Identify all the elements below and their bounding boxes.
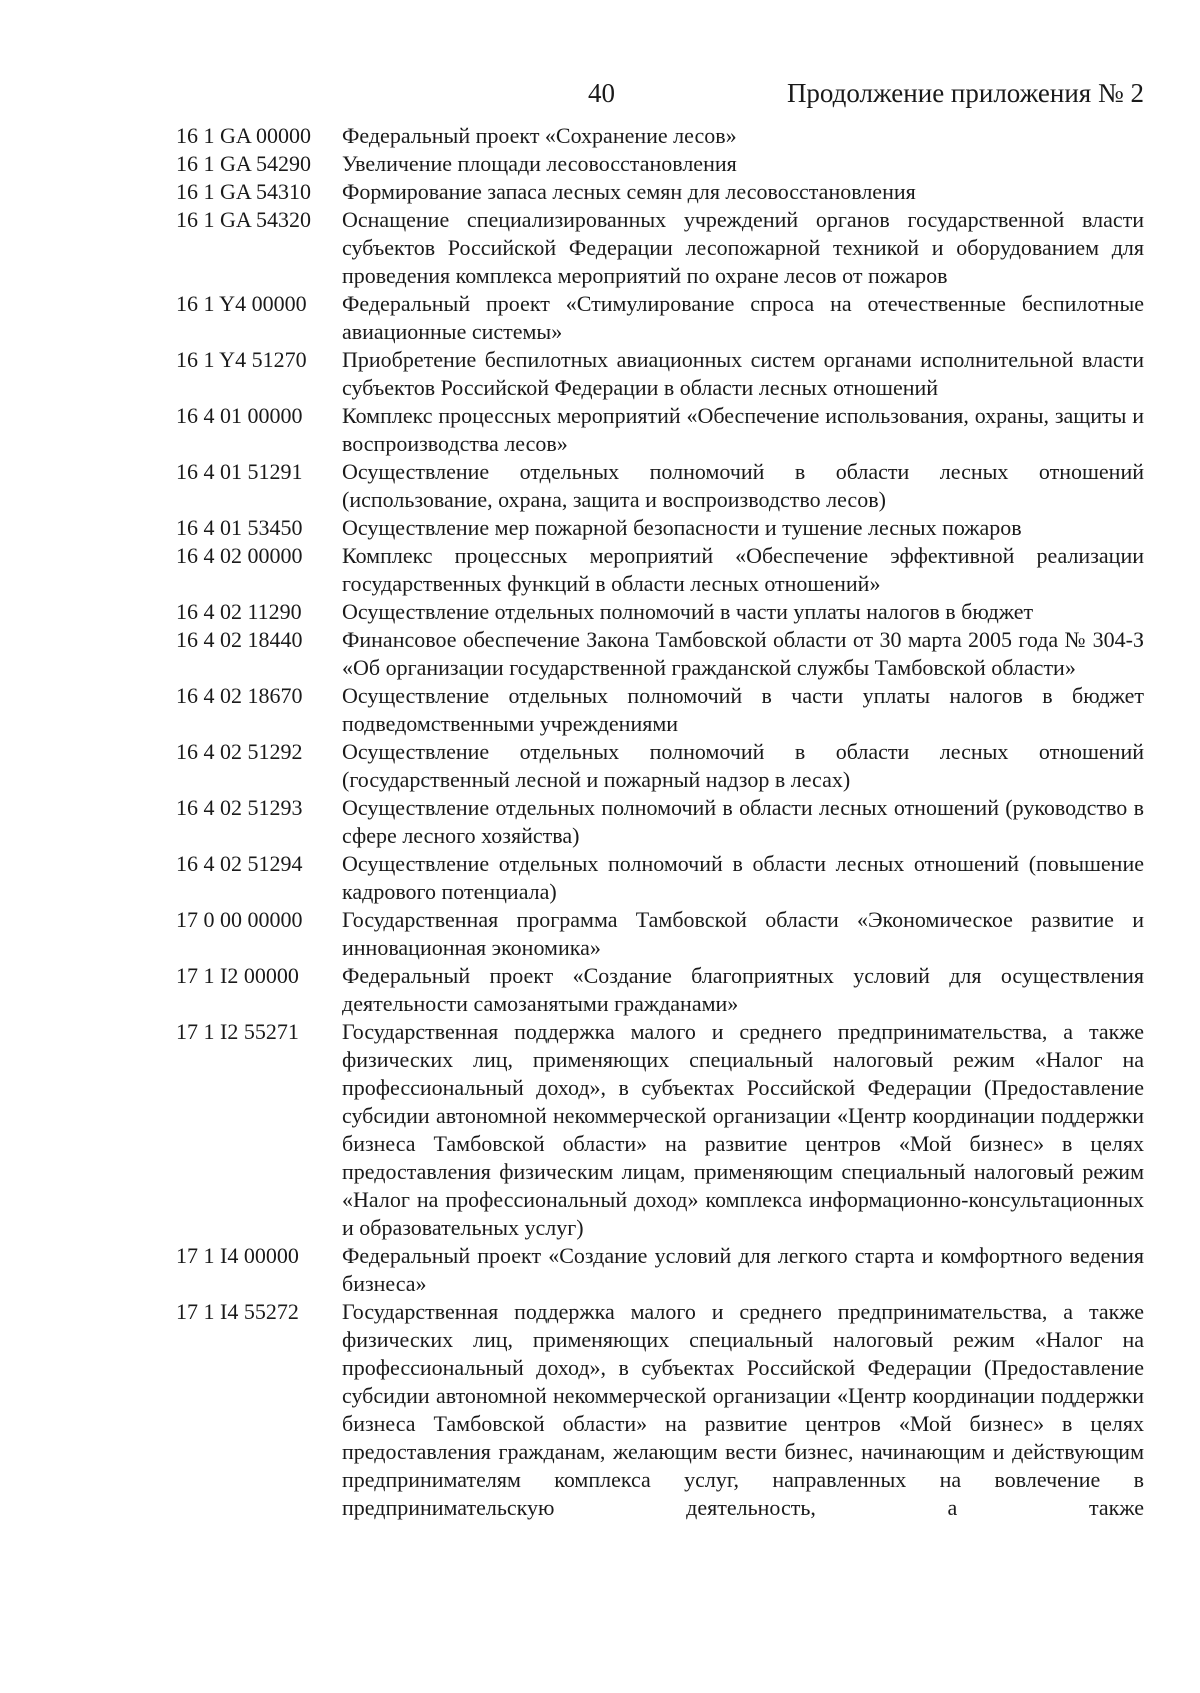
- table-row: [176, 206, 1144, 290]
- table-row: [176, 542, 1144, 598]
- row-code: 16 1 GA 00000: [176, 123, 312, 148]
- row-description: Государственная поддержка малого и среднего предпринимательства, а также физических лиц, применяющих специальный налоговый режим «Налог на профессиональный доход», в субъектах Российской Федерации (Предоставление субсидии автономной некоммерческой организации «Центр координации поддержки бизнеса Тамбовской области» на развитие центров «Мой бизнес» в целях предоставления физическим лицам, применяющим специальный налоговый режим «Налог на профессиональный доход» комплекса информационно-консультационных и образовательных услуг): [342, 1019, 1144, 1240]
- row-description: Федеральный проект «Стимулирование спроса на отечественные беспилотные авиационные системы»: [342, 291, 1144, 344]
- row-description: Осуществление отдельных полномочий в области лесных отношений (повышение кадрового потенциала): [342, 851, 1144, 904]
- table-row: [176, 906, 1144, 962]
- row-description: Федеральный проект «Сохранение лесов»: [342, 123, 737, 148]
- row-description: Государственная поддержка малого и среднего предпринимательства, а также физических лиц, применяющих специальный налоговый режим «Налог на профессиональный доход», в субъектах Российской Федерации (Предоставление субсидии автономной некоммерческой организации «Центр координации поддержки бизнеса Тамбовской области» на развитие центров «Мой бизнес» в целях предоставления гражданам, желающим вести бизнес, начинающим и действующим предпринимателям комплекса услуг, направленных на вовлечение в предпринимательскую деятельность, а также: [342, 1299, 1144, 1520]
- row-code: 16 4 02 51292: [176, 739, 303, 764]
- row-code: 17 1 I4 55272: [176, 1299, 299, 1324]
- table-row: [176, 150, 1144, 178]
- continuation-label: Продолжение приложения № 2: [786, 78, 1144, 108]
- row-code: 16 4 02 51293: [176, 795, 303, 820]
- row-code: 16 4 02 18670: [176, 683, 303, 708]
- page-number: 40: [588, 78, 615, 108]
- row-description: Осуществление отдельных полномочий в части уплаты налогов в бюджет: [342, 599, 1034, 624]
- row-code: 17 0 00 00000: [176, 907, 303, 932]
- row-code: 16 4 02 00000: [176, 543, 303, 568]
- row-description: Комплекс процессных мероприятий «Обеспечение использования, охраны, защиты и воспроизводства лесов»: [342, 403, 1144, 456]
- row-description: Формирование запаса лесных семян для лесовосстановления: [342, 179, 916, 204]
- table-row: [176, 738, 1144, 794]
- table-row: [176, 598, 1144, 626]
- table-row: [176, 962, 1144, 1018]
- row-description: Приобретение беспилотных авиационных систем органами исполнительной власти субъектов Российской Федерации в области лесных отношений: [342, 347, 1144, 400]
- row-description: Оснащение специализированных учреждений органов государственной власти субъектов Российской Федерации лесопожарной техникой и оборудованием для проведения комплекса мероприятий по охране лесов от пожаров: [342, 207, 1144, 288]
- row-description: Федеральный проект «Создание благоприятных условий для осуществления деятельности самозанятыми гражданами»: [342, 963, 1144, 1016]
- table-row: [176, 1018, 1144, 1242]
- table-row: [176, 290, 1144, 346]
- table-row: [176, 682, 1144, 738]
- row-code: 16 4 02 51294: [176, 851, 303, 876]
- page-header: [0, 78, 1200, 118]
- row-description: Осуществление отдельных полномочий в части уплаты налогов в бюджет подведомственными учреждениями: [342, 683, 1144, 736]
- row-code: 16 4 02 18440: [176, 627, 303, 652]
- row-description: Комплекс процессных мероприятий «Обеспечение эффективной реализации государственных функций в области лесных отношений»: [342, 543, 1144, 596]
- row-description: Осуществление отдельных полномочий в области лесных отношений (использование, охрана, защита и воспроизводство лесов): [342, 459, 1144, 512]
- row-code: 16 1 Y4 51270: [176, 347, 307, 372]
- table-row: [176, 626, 1144, 682]
- row-description: Увеличение площади лесовосстановления: [342, 151, 737, 176]
- row-code: 17 1 I2 00000: [176, 963, 299, 988]
- table-row: [176, 514, 1144, 542]
- table-row: [176, 178, 1144, 206]
- table-row: [176, 458, 1144, 514]
- table-row: [176, 850, 1144, 906]
- row-code: 16 1 GA 54310: [176, 179, 312, 204]
- row-code: 16 1 GA 54290: [176, 151, 312, 176]
- row-code: 16 4 01 00000: [176, 403, 303, 428]
- row-description: Осуществление отдельных полномочий в области лесных отношений (руководство в сфере лесного хозяйства): [342, 795, 1144, 848]
- table-row: [176, 1242, 1144, 1298]
- table-row: [176, 1298, 1144, 1522]
- row-code: 17 1 I2 55271: [176, 1019, 299, 1044]
- row-code: 16 1 GA 54320: [176, 207, 312, 232]
- row-description: Финансовое обеспечение Закона Тамбовской области от 30 марта 2005 года № 304-З «Об организации государственной гражданской службы Тамбовской области»: [342, 627, 1144, 680]
- table-row: [176, 402, 1144, 458]
- row-code: 16 4 02 11290: [176, 599, 302, 624]
- table-row: [176, 794, 1144, 850]
- table-row: [176, 346, 1144, 402]
- row-description: Федеральный проект «Создание условий для легкого старта и комфортного ведения бизнеса»: [342, 1243, 1144, 1296]
- row-description: Государственная программа Тамбовской области «Экономическое развитие и инновационная экономика»: [342, 907, 1144, 960]
- row-description: Осуществление мер пожарной безопасности и тушение лесных пожаров: [342, 515, 1022, 540]
- row-code: 16 4 01 51291: [176, 459, 303, 484]
- classification-table: [176, 122, 1144, 1522]
- row-code: 17 1 I4 00000: [176, 1243, 299, 1268]
- table-row: [176, 122, 1144, 150]
- row-code: 16 1 Y4 00000: [176, 291, 307, 316]
- row-code: 16 4 01 53450: [176, 515, 303, 540]
- row-description: Осуществление отдельных полномочий в области лесных отношений (государственный лесной и пожарный надзор в лесах): [342, 739, 1144, 792]
